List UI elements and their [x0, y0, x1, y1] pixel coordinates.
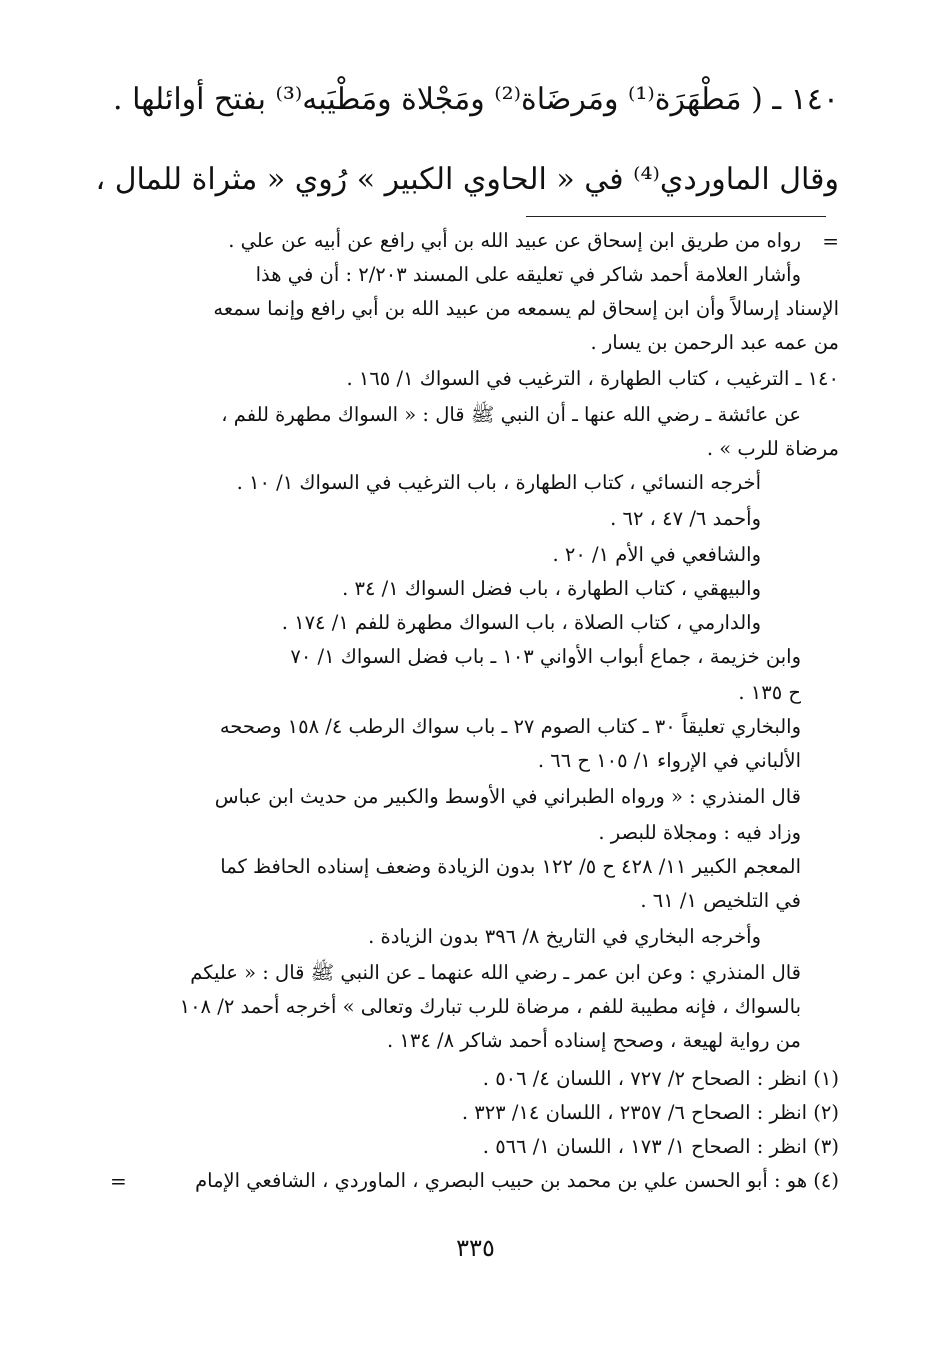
footnote-line: قال المنذري : وعن ابن عمر ـ رضي الله عنهما ـ عن النبي ﷺ قال : « عليكم — [190, 961, 801, 984]
continuation-marker: = — [822, 229, 839, 253]
footnote-line: وأحمد ٦/ ٤٧ ، ٦٢ . — [610, 507, 761, 530]
footnote-line: والدارمي ، كتاب الصلاة ، باب السواك مطهرة للفم ١/ ١٧٤ . — [281, 611, 761, 634]
page-number: ٣٣٥ — [456, 1234, 495, 1262]
footnote-line: قال المنذري : « ورواه الطبراني في الأوسط والكبير من حديث ابن عباس — [214, 785, 801, 808]
footnote-line: المعجم الكبير ١١/ ٤٢٨ ح ٥/ ١٢٢ بدون الزيادة وضعف إسناده الحافظ كما — [220, 855, 801, 878]
footnote-line: مرضاة للرب » . — [706, 437, 839, 460]
footnote-line: (١) انظر : الصحاح ٢/ ٧٢٧ ، اللسان ٤/ ٥٠٦ . — [482, 1067, 839, 1090]
footnote-line: ح ١٣٥ . — [738, 681, 801, 704]
footnote-line: وأخرجه البخاري في التاريخ ٨/ ٣٩٦ بدون الزيادة . — [368, 925, 761, 948]
footnote-line: والبخاري تعليقاً ٣٠ ـ كتاب الصوم ٢٧ ـ باب سواك الرطب ٤/ ١٥٨ وصححه — [219, 715, 801, 738]
footnote-line: والشافعي في الأم ١/ ٢٠ . — [552, 543, 761, 566]
footnote-line: من رواية لهيعة ، وصحح إسناده أحمد شاكر ٨/ ١٣٤ . — [386, 1029, 801, 1052]
footnote-line: ١٤٠ ـ الترغيب ، كتاب الطهارة ، الترغيب في السواك ١/ ١٦٥ . — [346, 367, 839, 390]
footnote-line: وأشار العلامة أحمد شاكر في تعليقه على المسند ٢/٢٠٣ : أن في هذا — [255, 263, 801, 286]
footnote-line: رواه من طريق ابن إسحاق عن عبيد الله بن أبي رافع عن أبيه عن علي . — [228, 229, 801, 252]
footnote-line: (٤) هو : أبو الحسن علي بن محمد بن حبيب البصري ، الماوردي ، الشافعي الإمام — [195, 1169, 839, 1192]
footnote-line: (٣) انظر : الصحاح ١/ ١٧٣ ، اللسان ١/ ٥٦٦ . — [482, 1135, 839, 1158]
footnote-line: والبيهقي ، كتاب الطهارة ، باب فضل السواك ١/ ٣٤ . — [342, 577, 761, 600]
footnote-line: من عمه عبد الرحمن بن يسار . — [590, 331, 839, 354]
footnote-line: في التلخيص ١/ ٦١ . — [640, 889, 801, 912]
main-text-line: ١٤٠ ـ ( مَطْهَرَة⁽¹⁾ ومَرضَاة⁽²⁾ ومَجْلاة ومَطْيَبه⁽³⁾ بفتح أوائلها . — [113, 82, 839, 117]
footnote-line: عن عائشة ـ رضي الله عنها ـ أن النبي ﷺ قال : « السواك مطهرة للفم ، — [221, 403, 801, 426]
footnote-line: (٢) انظر : الصحاح ٦/ ٢٣٥٧ ، اللسان ١٤/ ٣٢٣ . — [461, 1101, 839, 1124]
footnote-separator — [526, 216, 826, 217]
footnote-line: أخرجه النسائي ، كتاب الطهارة ، باب الترغيب في السواك ١/ ١٠ . — [236, 471, 761, 494]
end-continuation-marker: = — [110, 1169, 127, 1193]
footnote-line: الإسناد إرسالاً وأن ابن إسحاق لم يسمعه من عبيد الله بن أبي رافع وإنما سمعه — [213, 297, 839, 320]
footnote-line: بالسواك ، فإنه مطيبة للفم ، مرضاة للرب تبارك وتعالى » أخرجه أحمد ٢/ ١٠٨ — [179, 995, 801, 1018]
footnote-line: وابن خزيمة ، جماع أبواب الأواني ١٠٣ ـ باب فضل السواك ١/ ٧٠ — [290, 645, 801, 668]
main-text-line: وقال الماوردي⁽⁴⁾ في « الحاوي الكبير » رُوي « مثراة للمال ، — [95, 162, 839, 197]
footnote-line: وزاد فيه : ومجلاة للبصر . — [598, 821, 801, 844]
footnote-line: الألباني في الإرواء ١/ ١٠٥ ح ٦٦ . — [537, 749, 801, 772]
